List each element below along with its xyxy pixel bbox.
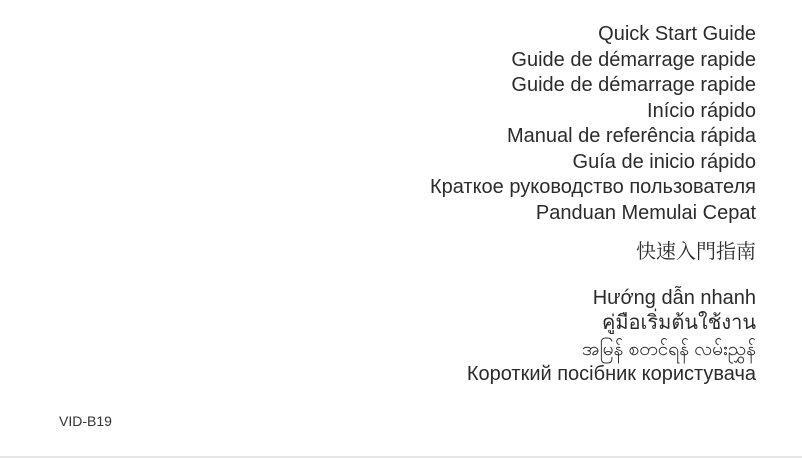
title-indonesian: Panduan Memulai Cepat <box>535 201 756 224</box>
title-portuguese: Manual de referência rápida <box>506 125 756 147</box>
title-russian: Краткое руководство пользователя <box>429 176 756 198</box>
title-burmese: အမြန် စတင်ရန် လမ်းညွှန် <box>581 338 756 360</box>
title-chinese: 快速入門指南 <box>636 241 756 263</box>
title-portuguese-brazil: Início rápido <box>647 99 756 122</box>
title-vietnamese: Hướng dẫn nhanh <box>592 286 756 309</box>
title-french: Guide de démarrage rapide <box>511 48 756 71</box>
title-thai: คู่มือเริ่มต้นใช้งาน <box>601 312 756 334</box>
title-ukrainian: Короткий посібник користувача <box>466 363 756 385</box>
title-spanish: Guía de inicio rápido <box>572 150 756 173</box>
model-code: VID-B19 <box>59 413 112 429</box>
multilingual-title-block <box>430 22 756 388</box>
title-english: Quick Start Guide <box>598 23 756 45</box>
title-french-canada: Guide de démarrage rapide <box>511 74 756 96</box>
